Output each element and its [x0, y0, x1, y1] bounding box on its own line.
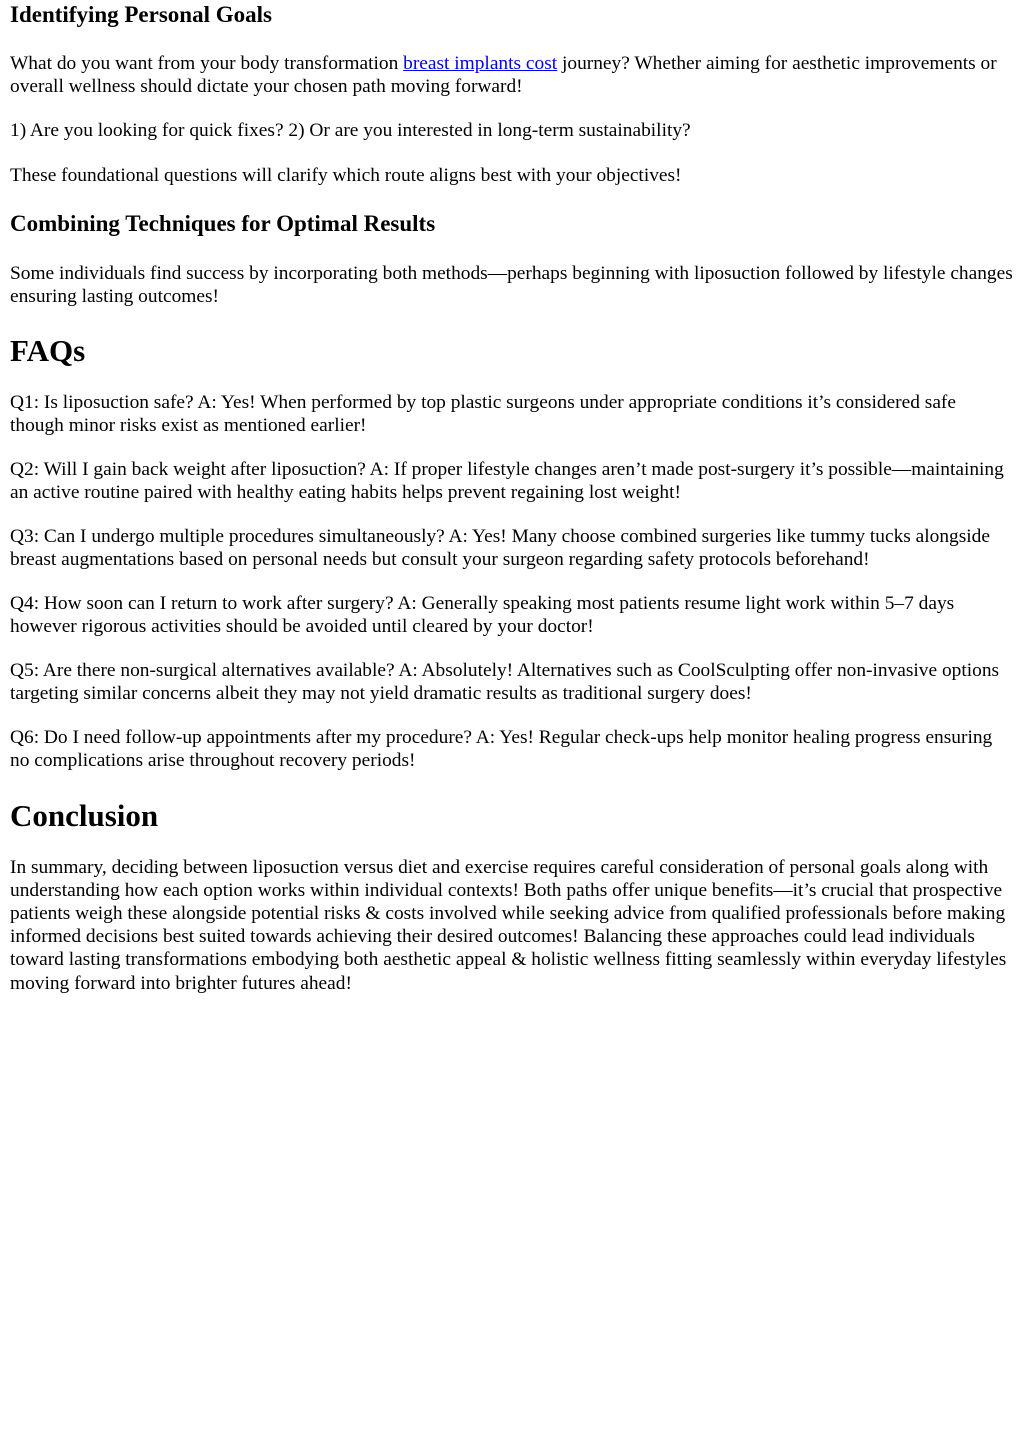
section-heading-faqs: FAQs [10, 333, 86, 369]
section-heading-combining-techniques: Combining Techniques for Optimal Results [10, 210, 436, 236]
faq-item: Q3: Can I undergo multiple procedures simultaneously? A: Yes! Many choose combined surgeries like tummy tucks alongside breast augmentations based on personal needs but consult your surgeon regarding safety protocols beforehand! [10, 526, 990, 571]
faq-item: Q4: How soon can I return to work after surgery? A: Generally speaking most patients resume light work within 5–7 days however rigorous activities should be avoided until cleared by your doctor! [10, 593, 955, 638]
faq-item: Q2: Will I gain back weight after liposuction? A: If proper lifestyle changes aren’t made post-surgery it’s possible—maintaining an active routine paired with healthy eating habits helps prevent regaining lost weight! [10, 459, 1004, 504]
breast-implants-cost-link[interactable]: breast implants cost [403, 53, 558, 74]
paragraph-goals-summary: These foundational questions will clarify which route aligns best with your objectives! [10, 164, 682, 186]
paragraph-goals-intro [10, 52, 1014, 98]
faq-item: Q1: Is liposuction safe? A: Yes! When performed by top plastic surgeons under appropriate conditions it’s considered safe though minor risks exist as mentioned earlier! [10, 392, 956, 437]
section-heading-identifying-goals: Identifying Personal Goals [10, 2, 272, 27]
faq-item: Q5: Are there non-surgical alternatives available? A: Absolutely! Alternatives such as CoolSculpting offer non-invasive options targeting similar concerns albeit they may not yield dramatic results as traditional surgery does! [10, 660, 1000, 705]
faq-item: Q6: Do I need follow-up appointments after my procedure? A: Yes! Regular check-ups help monitor healing progress ensuring no complications arise throughout recovery periods! [10, 727, 993, 772]
faq-list [10, 391, 1014, 772]
paragraph-combining: Some individuals find success by incorporating both methods—perhaps beginning with liposuction followed by lifestyle changes ensuring lasting outcomes! [10, 262, 1013, 308]
paragraph-goals-questions: 1) Are you looking for quick fixes? 2) Or are you interested in long-term sustainability? [10, 120, 691, 142]
section-heading-conclusion: Conclusion [10, 797, 159, 833]
paragraph-goals-intro-start: What do you want from your body transformation [10, 53, 404, 74]
paragraph-conclusion: In summary, deciding between liposuction versus diet and exercise requires careful consideration of personal goals along with understanding how each option works within individual contexts! Both paths offer unique benefits—it’s crucial that prospective patients weigh these alongside potential risks & costs involved while seeking advice from qualified professionals before making informed decisions best suited towards achieving their desired outcomes! Balancing these approaches could lead individuals toward lasting transformations embodying both aesthetic appeal & holistic wellness fitting seamlessly within everyday lifestyles moving forward into brighter futures ahead! [10, 856, 1007, 994]
paragraph-goals-intro-end: journey? Whether aiming for aesthetic improvements or overall wellness should dictate your chosen path moving forward! [10, 53, 997, 98]
